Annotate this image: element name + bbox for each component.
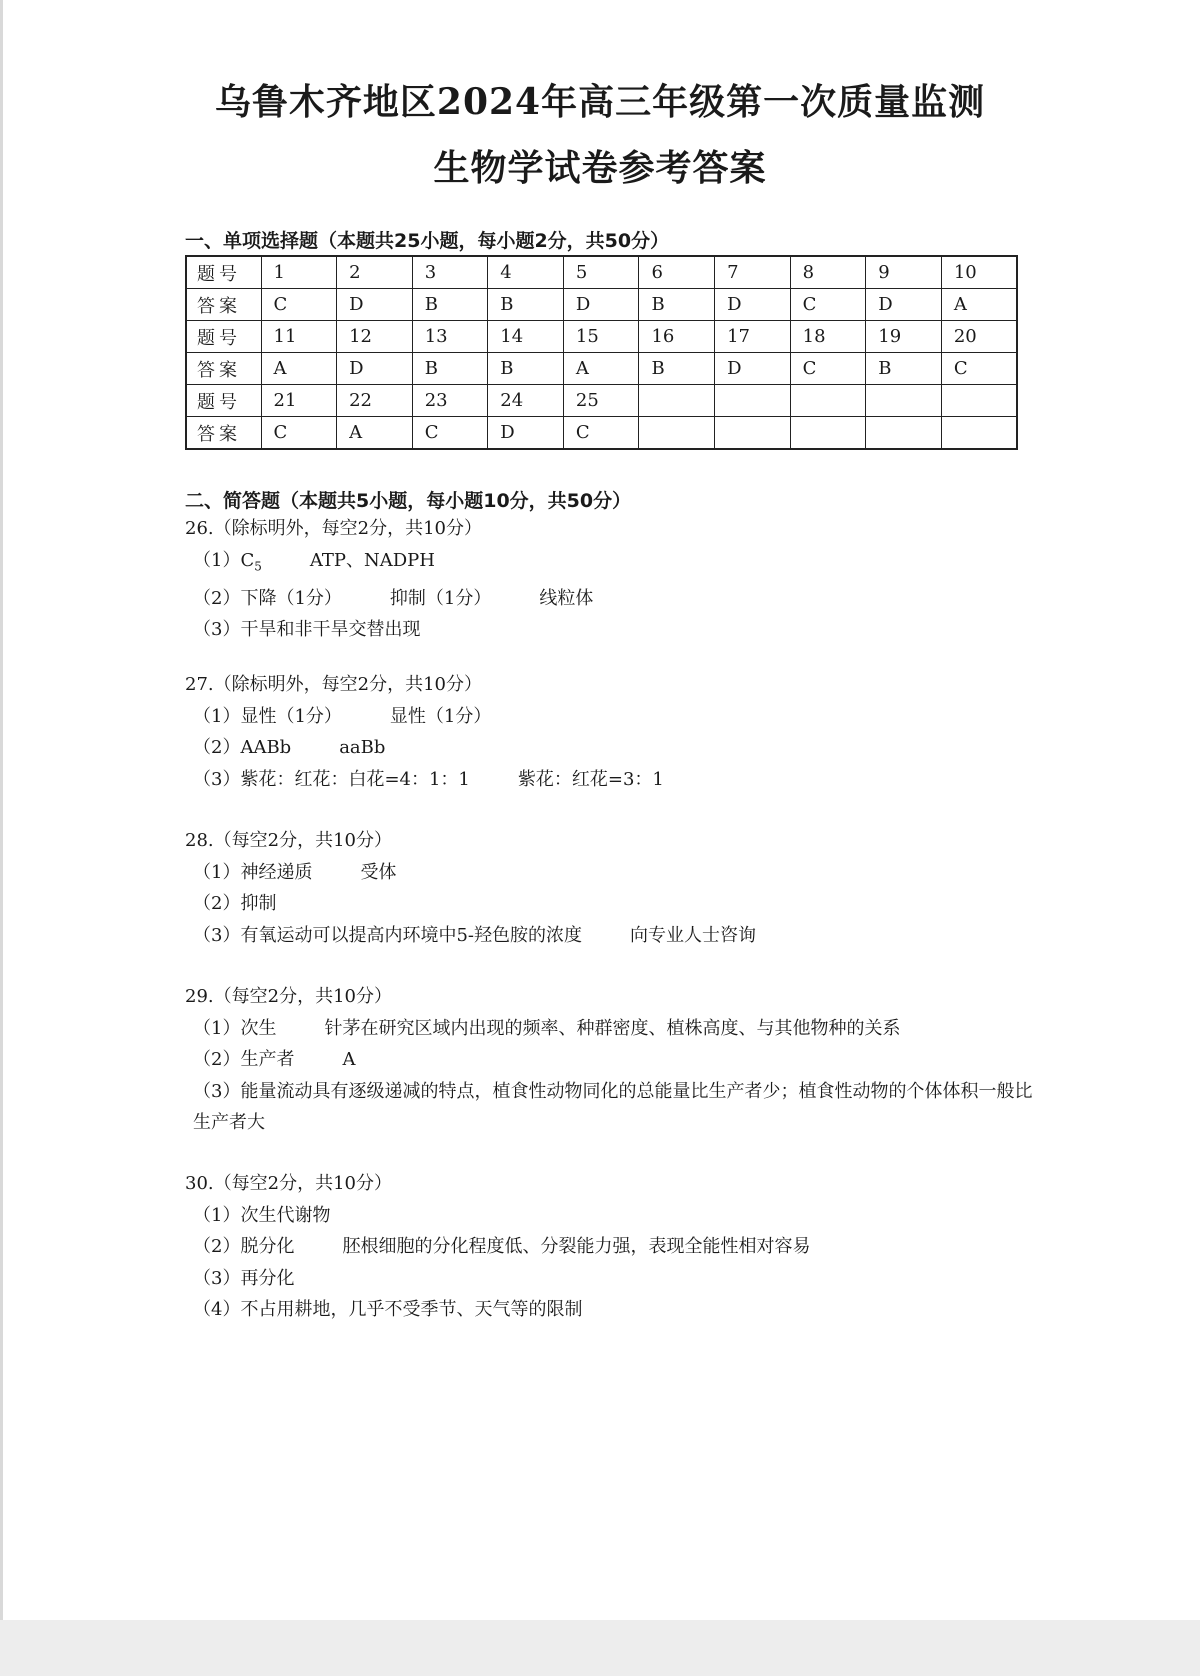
answer-label: 答案	[186, 417, 261, 450]
answer-cell: C	[941, 353, 1017, 385]
question-number-cell: 15	[563, 321, 639, 353]
answer-cell: B	[639, 289, 715, 321]
question-number-cell: 10	[941, 256, 1017, 289]
answer-text: （2）AABb	[193, 737, 292, 758]
document-subtitle: 生物学试卷参考答案	[433, 147, 767, 189]
answer-text: 向专业人士咨询	[629, 924, 756, 946]
question-26-answer-2	[185, 583, 593, 615]
answer-text: （3）有氧运动可以提高内环境中5-羟色胺的浓度	[193, 924, 582, 946]
answer-text: （1）神经递质	[193, 861, 313, 883]
question-27-answer-3	[185, 764, 664, 796]
question-30-header: 30.（每空2分，共10分）	[185, 1173, 392, 1194]
question-27-answer-2	[185, 732, 664, 764]
table-row	[186, 353, 1017, 385]
question-30	[185, 1168, 810, 1326]
question-number-cell: 25	[563, 385, 639, 417]
answer-text: ATP、NADPH	[309, 549, 435, 571]
question-number-cell	[866, 385, 942, 417]
answer-cell: D	[337, 289, 413, 321]
question-number-cell: 17	[715, 321, 791, 353]
question-number-cell: 3	[412, 256, 488, 289]
answer-text: 紫花：红花=3：1	[517, 768, 664, 790]
answer-text: 胚根细胞的分化程度低、分裂能力强，表现全能性相对容易	[342, 1236, 811, 1257]
answer-text: （2）脱分化	[193, 1236, 295, 1257]
question-30-answer-1: （1）次生代谢物	[193, 1204, 331, 1226]
answer-text: C	[240, 549, 255, 571]
answer-text: （2）生产者	[193, 1049, 295, 1070]
answer-cell: C	[261, 417, 337, 450]
answer-text: 受体	[360, 861, 397, 883]
answer-cell: D	[563, 289, 639, 321]
question-29-answer-3: （3）能量流动具有逐级递减的特点，植食性动物同化的总能量比生产者少；植食性动物的个体体积一般比生产者大	[193, 1080, 1033, 1133]
answer-cell: B	[639, 353, 715, 385]
answer-text: 显性（1分）	[389, 705, 492, 727]
answer-cell: B	[488, 289, 564, 321]
answer-cell: C	[563, 417, 639, 450]
answer-cell: B	[412, 289, 488, 321]
question-number-cell	[715, 385, 791, 417]
answer-number: （1）	[193, 549, 241, 571]
question-28	[185, 825, 756, 951]
answer-label: 答案	[186, 289, 261, 321]
question-number-cell: 5	[563, 256, 639, 289]
question-28-answer-2: （2）抑制	[193, 893, 277, 914]
answer-cell: C	[261, 289, 337, 321]
page-edge	[0, 0, 3, 1676]
answer-text: （1）显性（1分）	[193, 705, 342, 727]
question-number-cell: 19	[866, 321, 942, 353]
answer-cell: A	[261, 353, 337, 385]
answer-text: A	[342, 1049, 356, 1070]
table-row	[186, 417, 1017, 450]
question-number-label: 题号	[186, 385, 261, 417]
table-row	[186, 321, 1017, 353]
question-28-answer-1	[185, 857, 756, 889]
question-30-answer-3: （3）再分化	[193, 1267, 295, 1289]
answer-text: aaBb	[339, 737, 386, 758]
answer-cell	[790, 417, 866, 450]
question-30-answer-4: （4）不占用耕地，几乎不受季节、天气等的限制	[193, 1299, 583, 1320]
table-row	[186, 256, 1017, 289]
answer-label: 答案	[186, 353, 261, 385]
question-26-answer-3: （3）干旱和非干旱交替出现	[193, 619, 421, 641]
question-number-cell: 16	[639, 321, 715, 353]
answer-cell: B	[488, 353, 564, 385]
answer-cell: A	[563, 353, 639, 385]
answer-text: 抑制（1分）	[389, 587, 492, 609]
section-1-heading: 一、单项选择题（本题共25小题，每小题2分，共50分）	[185, 230, 670, 252]
answer-cell: D	[337, 353, 413, 385]
answer-cell	[639, 417, 715, 450]
answer-cell: B	[412, 353, 488, 385]
question-number-cell: 12	[337, 321, 413, 353]
answer-cell: A	[941, 289, 1017, 321]
answer-text: （3）紫花：红花：白花=4：1：1	[193, 768, 470, 790]
table-row	[186, 289, 1017, 321]
answer-cell	[866, 417, 942, 450]
answer-cell	[715, 417, 791, 450]
question-number-cell: 9	[866, 256, 942, 289]
answer-cell: C	[412, 417, 488, 450]
question-29-answer-1	[185, 1013, 1033, 1045]
question-number-cell: 22	[337, 385, 413, 417]
question-28-answer-3	[185, 920, 756, 952]
table-row	[186, 385, 1017, 417]
question-number-label: 题号	[186, 321, 261, 353]
question-27-header: 27.（除标明外，每空2分，共10分）	[185, 674, 482, 695]
question-26-answer-1	[185, 545, 593, 583]
question-number-cell: 18	[790, 321, 866, 353]
question-29	[185, 981, 1033, 1139]
question-number-cell: 2	[337, 256, 413, 289]
question-28-header: 28.（每空2分，共10分）	[185, 830, 392, 851]
answer-cell: B	[866, 353, 942, 385]
answer-cell: D	[866, 289, 942, 321]
question-30-answer-2	[185, 1231, 810, 1263]
question-27	[185, 669, 664, 795]
answer-text: （2）下降（1分）	[193, 587, 342, 609]
question-number-cell: 6	[639, 256, 715, 289]
question-number-cell: 11	[261, 321, 337, 353]
question-number-cell: 4	[488, 256, 564, 289]
answer-text: （1）次生	[193, 1017, 277, 1039]
answer-text: 线粒体	[539, 587, 594, 609]
question-number-label: 题号	[186, 256, 261, 289]
section-2-heading: 二、简答题（本题共5小题，每小题10分，共50分）	[185, 490, 632, 512]
page-bottom-margin	[0, 1620, 1200, 1676]
question-27-answer-1	[185, 701, 664, 733]
answer-cell: D	[488, 417, 564, 450]
question-number-cell: 1	[261, 256, 337, 289]
answer-table	[185, 255, 1018, 450]
question-26	[185, 513, 593, 646]
answer-text: 针茅在研究区域内出现的频率、种群密度、植株高度、与其他物种的关系	[324, 1017, 901, 1039]
question-number-cell: 20	[941, 321, 1017, 353]
question-29-answer-2	[185, 1044, 1033, 1076]
question-number-cell: 24	[488, 385, 564, 417]
question-number-cell	[790, 385, 866, 417]
question-number-cell: 8	[790, 256, 866, 289]
question-number-cell: 13	[412, 321, 488, 353]
answer-cell: D	[715, 353, 791, 385]
question-number-cell: 23	[412, 385, 488, 417]
question-number-cell	[941, 385, 1017, 417]
question-number-cell	[639, 385, 715, 417]
question-29-header: 29.（每空2分，共10分）	[185, 986, 392, 1007]
answer-cell: C	[790, 353, 866, 385]
question-26-header: 26.（除标明外，每空2分，共10分）	[185, 518, 482, 539]
document-title: 乌鲁木齐地区2024年高三年级第一次质量监测	[214, 81, 986, 123]
answer-cell	[941, 417, 1017, 450]
answer-cell: A	[337, 417, 413, 450]
question-number-cell: 14	[488, 321, 564, 353]
question-number-cell: 7	[715, 256, 791, 289]
answer-subscript: 5	[254, 559, 262, 574]
answer-cell: C	[790, 289, 866, 321]
answer-cell: D	[715, 289, 791, 321]
question-number-cell: 21	[261, 385, 337, 417]
